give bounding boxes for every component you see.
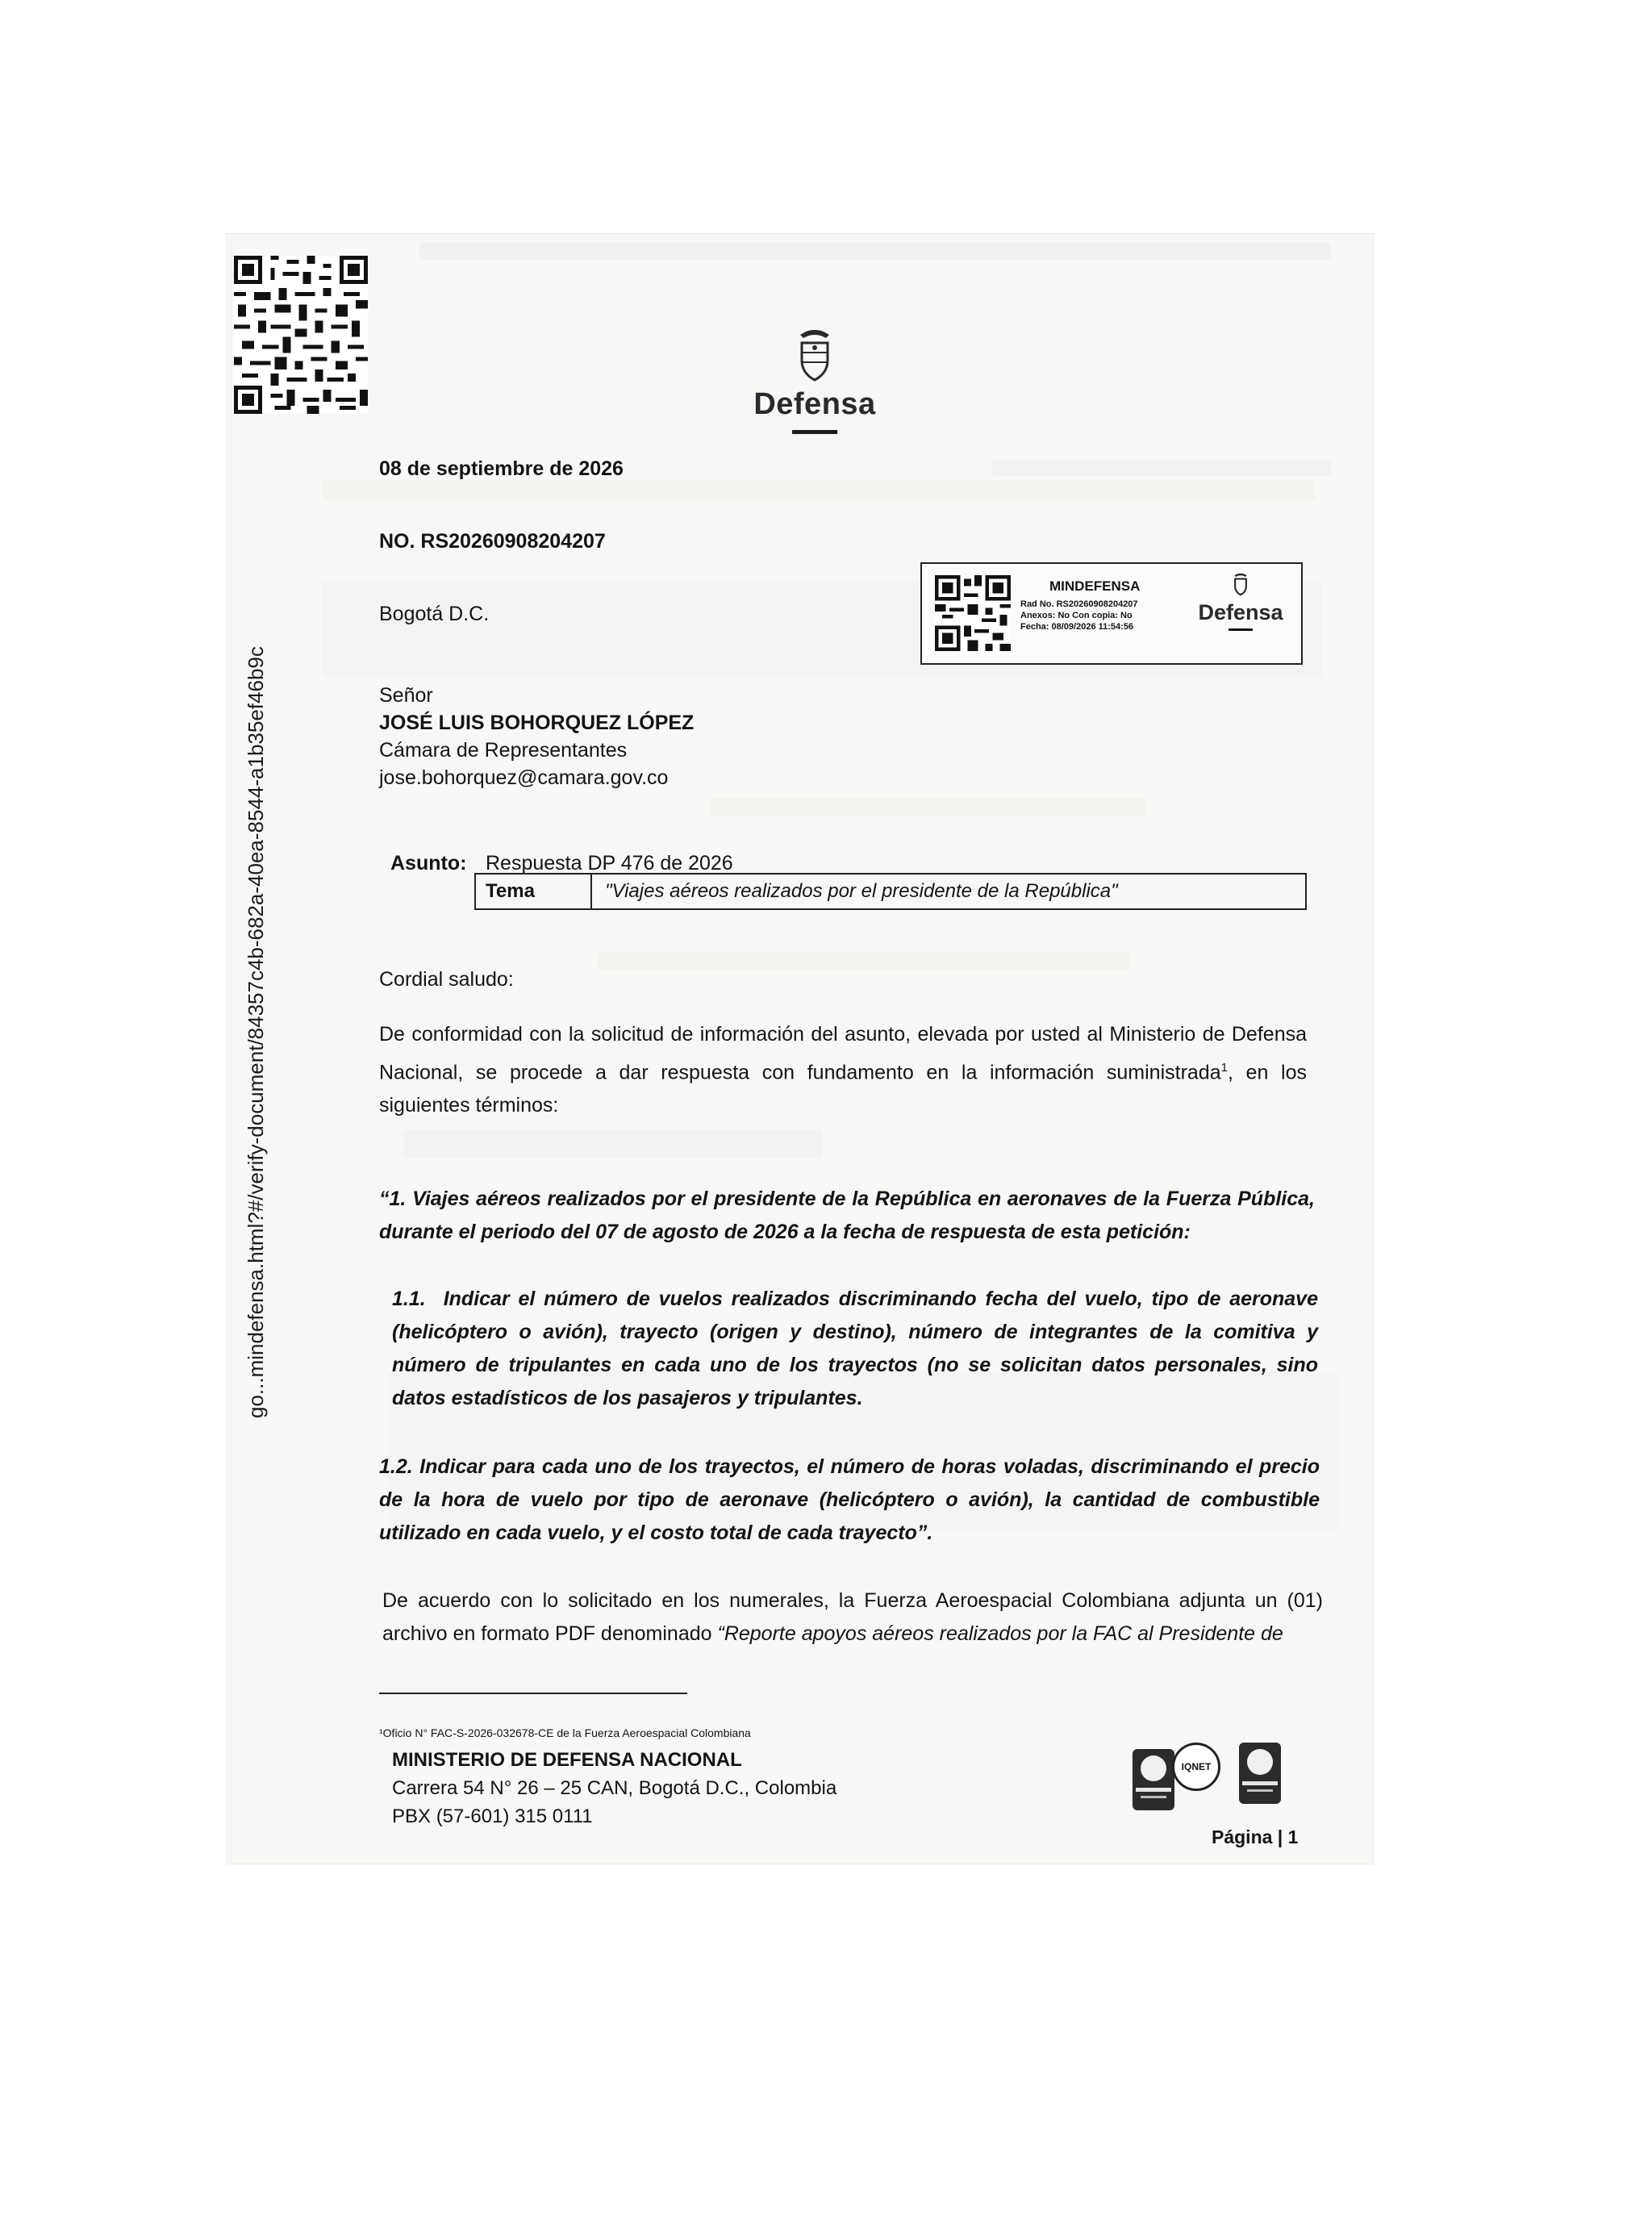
logo-underline (792, 430, 837, 434)
asunto-value: Respuesta DP 476 de 2026 (486, 852, 733, 875)
footer-phone: PBX (57-601) 315 0111 (392, 1805, 593, 1827)
tema-table (474, 873, 1307, 910)
show-through-shadow (403, 1129, 823, 1158)
qr-code (234, 255, 368, 415)
footer-ministry: MINISTERIO DE DEFENSA NACIONAL (392, 1749, 742, 1771)
filing-stamp (920, 562, 1303, 665)
asunto-label: Asunto: (390, 852, 467, 875)
stamp-logo (1196, 572, 1285, 631)
show-through-shadow (597, 952, 1129, 970)
question-1-1-number: 1.1. (392, 1288, 426, 1310)
recipient-org: Cámara de Representantes (379, 739, 628, 762)
coat-of-arms-icon (789, 327, 841, 383)
question-1-1 (392, 1283, 1318, 1415)
verification-url[interactable]: go...mindefensa.html?#/verify-document/84357c4b-682a-40ea-8544-a1b35ef46b9c (244, 646, 268, 1418)
show-through-shadow (710, 799, 1145, 816)
salutation-title: Señor (379, 684, 433, 707)
stamp-org: MINDEFENSA (1049, 578, 1141, 594)
footnote: ¹Oficio N° FAC-S-2026-032678-CE de la Fuerza Aeroespacial Colombiana (379, 1726, 751, 1739)
recipient-name: JOSÉ LUIS BOHORQUEZ LÓPEZ (379, 712, 695, 734)
letter-number: NO. RS20260908204207 (379, 530, 606, 553)
question-1-2: 1.2. Indicar para cada uno de los trayectos, el número de horas voladas, discriminando el precio de la hora de vuelo por tipo de aeronave (helicóptero o avión), la cantidad de combustible utilizado en cada vuelo, y el costo total de cada trayecto”. (379, 1455, 1320, 1544)
stamp-rad: Rad No. RS20260908204207 (1020, 599, 1138, 609)
greeting: Cordial saludo: (379, 968, 514, 991)
stamp-underline (1229, 628, 1253, 631)
tema-label: Tema (476, 875, 592, 908)
stamp-anexos: Anexos: No Con copia: No (1020, 611, 1133, 620)
intro-text: De conformidad con la solicitud de información del asunto, elevada por usted al Ministerio de Defensa Nacional, se procede a dar respuesta con fundamento en la información suministrada (379, 1023, 1307, 1084)
show-through-shadow (992, 460, 1331, 476)
stamp-wordmark: Defensa (1198, 600, 1283, 624)
stamp-coat-of-arms-icon (1229, 572, 1252, 596)
logo-wordmark: Defensa (753, 387, 876, 421)
intro-paragraph (379, 1018, 1307, 1122)
answer-paragraph (382, 1584, 1323, 1651)
page-number: Página | 1 (1212, 1826, 1299, 1847)
stamp-qr-code (935, 575, 1011, 651)
letter-date: 08 de septiembre de 2026 (379, 457, 624, 480)
question-1: “1. Viajes aéreos realizados por el presidente de la República en aeronaves de la Fuerza Pública, durante el periodo del 07 de agosto de 2026 a la fecha de respuesta de esta petición: (379, 1188, 1315, 1243)
defensa-logo (750, 327, 879, 434)
certification-badge-icon (1133, 1749, 1174, 1810)
answer-text: De acuerdo con lo solicitado en los numerales, la Fuerza Aeroespacial Colombiana adjunta un (01) archivo en formato PDF denominado (382, 1589, 1323, 1645)
footnote-separator (379, 1693, 687, 1694)
certification-badge-icon (1239, 1743, 1281, 1804)
iqnet-badge-icon: IQNET (1172, 1743, 1220, 1791)
show-through-shadow (419, 242, 1331, 260)
show-through-shadow (323, 480, 1315, 501)
footer-address: Carrera 54 N° 26 – 25 CAN, Bogotá D.C., Colombia (392, 1777, 837, 1799)
stamp-fecha: Fecha: 08/09/2026 11:54:56 (1020, 622, 1134, 632)
intro-end: , en los siguientes términos: (379, 1061, 1307, 1117)
answer-report-title: “Reporte apoyos aéreos realizados por la FAC al Presidente de (717, 1622, 1283, 1645)
verification-url-margin (244, 646, 276, 2225)
recipient-email[interactable]: jose.bohorquez@camara.gov.co (379, 766, 669, 789)
letter-city: Bogotá D.C. (379, 603, 490, 625)
tema-value: "Viajes aéreos realizados por el presidente de la República" (605, 880, 1118, 902)
footnote-ref: 1 (1220, 1061, 1228, 1075)
question-1-1-text: Indicar el número de vuelos realizados discriminando fecha del vuelo, tipo de aeronave (helicóptero o avión), trayecto (origen y destino), número de integrantes de la comitiva y número de tripulantes en cada uno de los trayectos (no se solicitan datos personales, sino datos estadísticos de los pasajeros y tripulantes. (392, 1288, 1318, 1409)
